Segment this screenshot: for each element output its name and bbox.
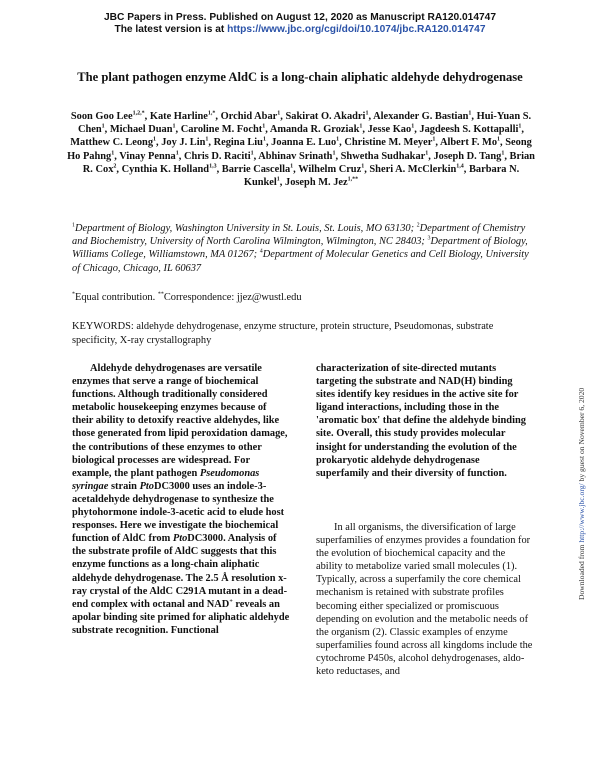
author-affiliation-sup: 1 xyxy=(518,123,522,130)
author-affiliation-sup: 1 xyxy=(276,176,280,183)
author-affiliation-sup: 1 xyxy=(425,150,429,157)
affiliation-number: 3 xyxy=(427,235,431,242)
abstract-sup: + xyxy=(229,598,233,605)
author-affiliation-sup: 1 xyxy=(277,110,281,117)
author-affiliation-sup: 1 xyxy=(111,150,115,157)
author-affiliation-sup: 1 xyxy=(153,136,157,143)
abstract-text: DC3000 uses an indole-3-acetaldehyde dehydrogenase to synthesize the phytohormone indole-3-acetic acid to elude host responses. Here we investigate the biochemical function of AldC from xyxy=(72,480,285,545)
author-affiliation-sup: 1,4 xyxy=(456,163,464,170)
author-name: Alexander G. Bastian xyxy=(373,111,469,122)
author-affiliation-sup: 1 xyxy=(497,136,501,143)
author-name: Vinay Penna xyxy=(119,150,176,162)
affiliation-text: Department of Molecular Genetics and Cell Biology, University of Chicago, Chicago, IL 60637 xyxy=(72,249,529,274)
author-name: Joy J. Lin xyxy=(161,137,206,149)
author-affiliation-sup: 1 xyxy=(205,136,209,143)
author-affiliation-sup: 2 xyxy=(113,163,117,170)
abstract-part-1 xyxy=(72,362,290,637)
version-prefix: The latest version is at xyxy=(114,24,228,35)
press-header: JBC Papers in Press. Published on August 12, 2020 as Manuscript RA120.014747 xyxy=(104,12,496,23)
correspondence xyxy=(72,292,532,303)
affiliation-text: Department of Biology, Williams College, Williamstown, MA 01267; xyxy=(72,236,528,261)
author-affiliation-sup: 1 xyxy=(411,123,415,130)
affiliation-text: Department of Biology, Washington University in St. Louis, St. Louis, MO 63130; xyxy=(75,223,417,234)
affiliation-text: Department of Chemistry and Biochemistry, University of North Carolina Wilmington, Wilmington, NC 28403; xyxy=(72,223,526,248)
author-name: Hui-Yuan S. Chen xyxy=(77,111,532,136)
body-paragraph: In all organisms, the diversification of large superfamilies of enzymes provides a foundation for the evolution of biochemical capacity and the ability to metabolize varied small molecules (1). Typically, across a superfamily the core chemical mechanism is retained with substrate profiles becoming either specialized or promiscuous depending on evolution and the metabolic needs of the organism (2). Classic examples of enzyme superfamilies found across all kingdoms include the cytochrome P450s, alcohol dehydrogenases, aldo-keto reductases, and xyxy=(316,522,533,678)
author-name: Cynthia K. Holland xyxy=(121,163,210,175)
author-affiliation-sup: 1 xyxy=(359,123,363,130)
equal-contribution: Equal contribution. xyxy=(75,292,158,303)
author-name: Caroline M. Focht xyxy=(180,124,263,136)
author-affiliation-sup: 1 xyxy=(501,150,505,157)
abstract-text: characterization of site-directed mutants targeting the substrate and NAD(H) binding sites identify key residues in the active site for ligand interactions, including those in the 'aromatic box' that define the aldehyde binding site. Overall, this study provides molecular insight for understanding the evolution of the prokaryotic aldehyde dehydrogenase superfamily and their diversity of function. xyxy=(316,363,526,479)
author-affiliation-sup: 1,** xyxy=(347,176,359,183)
sidebar-link[interactable]: http://www.jbc.org/ xyxy=(577,483,586,543)
author-affiliation-sup: 1 xyxy=(175,150,179,157)
author-name: Brian R. Cox xyxy=(82,150,535,175)
author-affiliation-sup: 1 xyxy=(365,110,369,117)
abstract-species: Pseudomonas syringae xyxy=(72,467,260,492)
author-affiliation-sup: 1 xyxy=(262,136,266,143)
author-affiliation-sup: 1,2,* xyxy=(132,110,145,117)
affiliation-number: 4 xyxy=(259,248,263,255)
body-intro xyxy=(316,521,534,678)
doi-link[interactable]: https://www.jbc.org/cgi/doi/10.1074/jbc.RA120.014747 xyxy=(227,24,486,35)
author-name: Soon Goo Lee xyxy=(70,111,133,122)
keywords-label: KEYWORDS xyxy=(72,321,131,332)
abstract-text: reveals an apolar binding site primed for aliphatic aldehyde substrate recognition. Functional xyxy=(72,598,290,636)
author-name: Kate Harline xyxy=(149,111,208,122)
paper-title: The plant pathogen enzyme AldC is a long-chain aliphatic aldehyde dehydrogenase xyxy=(77,70,523,84)
abstract-text: DC3000. Analysis of the substrate profile of AldC suggests that this enzyme functions as a long-chain aliphatic aldehyde dehydrogenase. The 2.5 Å resolution x-ray crystal of the AldC C291A mutant in a dead-end complex with octanal and NAD xyxy=(72,533,288,610)
author-name: Joseph M. Jez xyxy=(285,177,348,189)
author-affiliation-sup: 1 xyxy=(262,123,266,130)
author-affiliation-sup: 1 xyxy=(361,163,365,170)
affiliations xyxy=(72,222,532,275)
abstract-text: strain xyxy=(108,480,140,492)
author-name: Matthew C. Leong xyxy=(70,137,154,149)
author-affiliation-sup: 1 xyxy=(290,163,294,170)
author-name: Joanna E. Luo xyxy=(271,137,337,149)
author-name: Orchid Abar xyxy=(220,111,278,122)
author-name: Jesse Kao xyxy=(367,124,412,136)
author-name: Barrie Cascella xyxy=(221,163,291,175)
keywords xyxy=(72,320,532,347)
author-affiliation-sup: 1 xyxy=(336,136,340,143)
author-name: Seong Ho Pahng xyxy=(67,137,532,162)
author-affiliation-sup: 1 xyxy=(332,150,336,157)
author-affiliation-sup: 1 xyxy=(432,136,436,143)
author-affiliation-sup: 1,* xyxy=(207,110,216,117)
author-name: Wilhelm Cruz xyxy=(298,163,362,175)
author-name: Albert F. Mo xyxy=(439,137,498,149)
abstract-strain: Pto xyxy=(172,533,188,545)
author-name: Christine M. Meyer xyxy=(344,137,433,149)
author-name: Michael Duan xyxy=(109,124,173,136)
author-name: Shwetha Sudhakar xyxy=(340,150,426,162)
version-line xyxy=(0,24,600,35)
author-name: Chris D. Raciti xyxy=(183,150,251,162)
sidebar-suffix: by guest on November 6, 2020 xyxy=(577,387,586,484)
abstract-text: Aldehyde dehydrogenases are versatile enzymes that serve a range of biochemical functions. Although traditionally considered metabolic housekeeping enzymes because of their ability to detoxify reactive aldehydes, like those generated from lipid peroxidation damage, the contributions of these enzymes to other biological processes are widespread. For example, the plant pathogen xyxy=(72,363,288,479)
author-name: Regina Liu xyxy=(213,137,263,149)
sidebar-prefix: Downloaded from xyxy=(577,542,586,600)
affiliation-number: 2 xyxy=(416,222,420,229)
author-name: Jagdeesh S. Kottapalli xyxy=(419,124,519,136)
author-name: Barbara N. Kunkel xyxy=(243,163,520,189)
author-name: Sakirat O. Akadri xyxy=(285,111,366,122)
corr-sup: ** xyxy=(157,291,164,298)
author-affiliation-sup: 1 xyxy=(172,123,176,130)
author-affiliation-sup: 1 xyxy=(250,150,254,157)
author-list: Soon Goo Lee$^{1,2,*}$, Kate Harline$^{1,*}$, Orchid Abar$^1$, Sakirat O. Akadri$^1$, Alexander G. Bastian$^1$, Hui-Yuan S. Chen$^1$, Michael Duan$^1$, Caroline M. Focht$^1$, Amanda R. Groziak$^1$, Jesse Kao$^1$, Jagdeesh S. Kottapalli$^1$, Matthew C. Leong$^1$, Joy J. Lin$^1$, Regina Liu$^1$, Joanna E. Luo$^1$, Christine M. Meyer$^1$, Albert F. Mo$^1$, Seong Ho Pahng$^1$, Vinay Penna$^1$, Chris D. Raciti$^1$, Abhinav Srinath$^1$, Shwetha Sudhakar$^1$, Joseph D. Tang$^1$, Brian R. Cox$^2$, Cynthia K. Holland$^{1,3}$, Barrie Cascella$^1$, Wilhelm Cruz$^1$, Sheri A. McClerkin$^{1,4}$, Barbara N. Kunkel$^1$, Joseph M. Jez$^{1,**}$ xyxy=(67,110,535,189)
author-name: Joseph D. Tang xyxy=(433,150,502,162)
author-name: Abhinav Srinath xyxy=(258,150,333,162)
equal-sup: * xyxy=(72,291,75,298)
abstract-strain: Pto xyxy=(139,480,154,492)
correspondence-email: Correspondence: jjez@wustl.edu xyxy=(163,292,302,303)
author-affiliation-sup: 1,3 xyxy=(209,163,217,170)
author-affiliation-sup: 1 xyxy=(468,110,472,117)
download-sidebar xyxy=(577,388,586,600)
abstract-part-2 xyxy=(316,362,534,480)
affiliation-number: 1 xyxy=(72,222,75,229)
author-name: Sheri A. McClerkin xyxy=(369,163,457,175)
keywords-text: : aldehyde dehydrogenase, enzyme structure, protein structure, Pseudomonas, substrate specificity, X-ray crystallography xyxy=(72,321,494,346)
author-name: Amanda R. Groziak xyxy=(269,124,360,136)
author-affiliation-sup: 1 xyxy=(101,123,105,130)
